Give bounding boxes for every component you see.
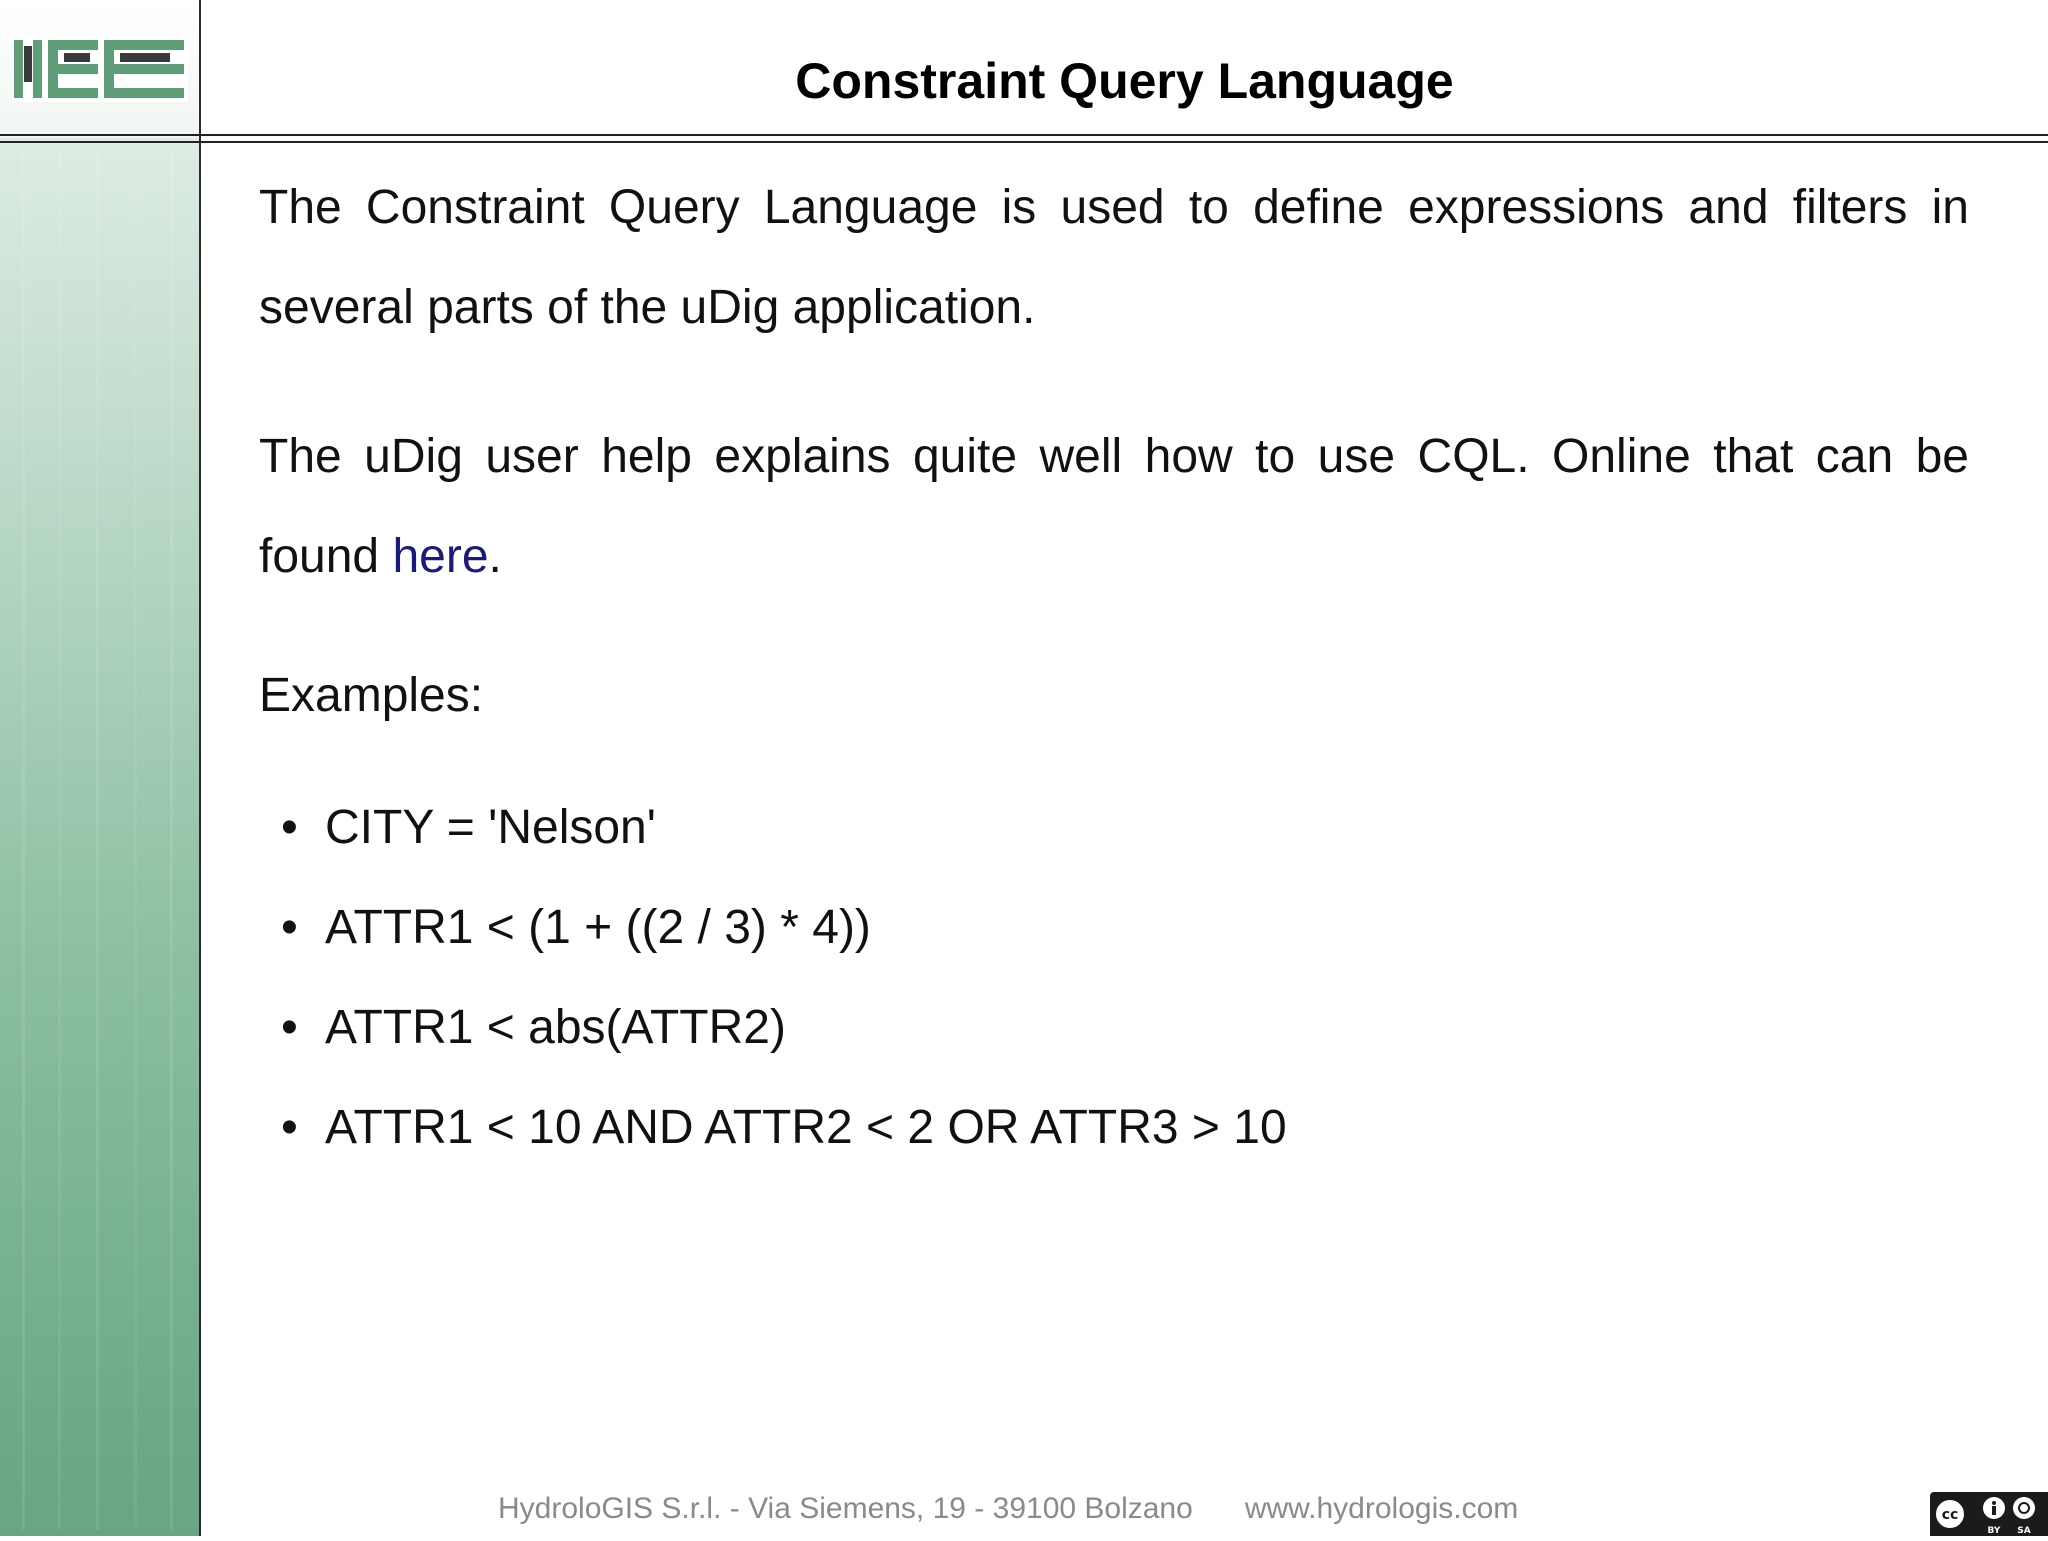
- slide-content: [259, 158, 1969, 1154]
- list-item: [259, 878, 1969, 978]
- help-text-end: .: [488, 530, 502, 583]
- examples-heading: Examples:: [259, 669, 484, 722]
- list-item: [259, 1078, 1969, 1178]
- logo-area: [0, 0, 199, 138]
- examples-list: [259, 778, 1969, 1178]
- bullet-icon: •: [281, 801, 298, 854]
- list-item: [259, 978, 1969, 1078]
- bullet-icon: •: [281, 1001, 298, 1054]
- sidebar-divider: [199, 0, 201, 1536]
- example-text: ATTR1 < abs(ATTR2): [325, 1001, 786, 1054]
- slide-footer: [498, 1492, 1518, 1526]
- intro-paragraph: The Constraint Query Language is used to define expressions and filters in several parts of the uDig application.: [259, 181, 1969, 334]
- license-by-label: BY: [1987, 1526, 2001, 1536]
- svg-text:cc: cc: [1941, 1507, 1959, 1523]
- footer-website: www.hydrologis.com: [1244, 1492, 1519, 1525]
- bullet-icon: •: [281, 1101, 298, 1154]
- help-link[interactable]: here: [392, 530, 489, 583]
- header-rule-secondary: [0, 141, 2048, 143]
- list-item: [259, 778, 1969, 878]
- bullet-icon: •: [281, 901, 298, 954]
- example-text: ATTR1 < (1 + ((2 / 3) * 4)): [325, 901, 871, 954]
- cc-by-sa-icon: [1930, 1492, 2048, 1536]
- license-sa-label: SA: [2017, 1526, 2031, 1536]
- footer-address: HydroloGIS S.r.l. - Via Siemens, 19 - 39100 Bolzano: [498, 1492, 1193, 1525]
- example-text: ATTR1 < 10 AND ATTR2 < 2 OR ATTR3 > 10: [325, 1101, 1287, 1154]
- slide-title: Constraint Query Language: [795, 53, 1454, 109]
- hydrologis-logo-icon: [12, 36, 188, 102]
- header-rule: [0, 134, 2048, 136]
- license-badge-icon: [1930, 1492, 2048, 1536]
- sidebar-decoration: [0, 0, 199, 1536]
- help-paragraph: [259, 407, 1969, 607]
- help-text: The uDig user help explains quite well how to use CQL. Online that can be found: [259, 430, 1969, 583]
- example-text: CITY = 'Nelson': [325, 801, 656, 854]
